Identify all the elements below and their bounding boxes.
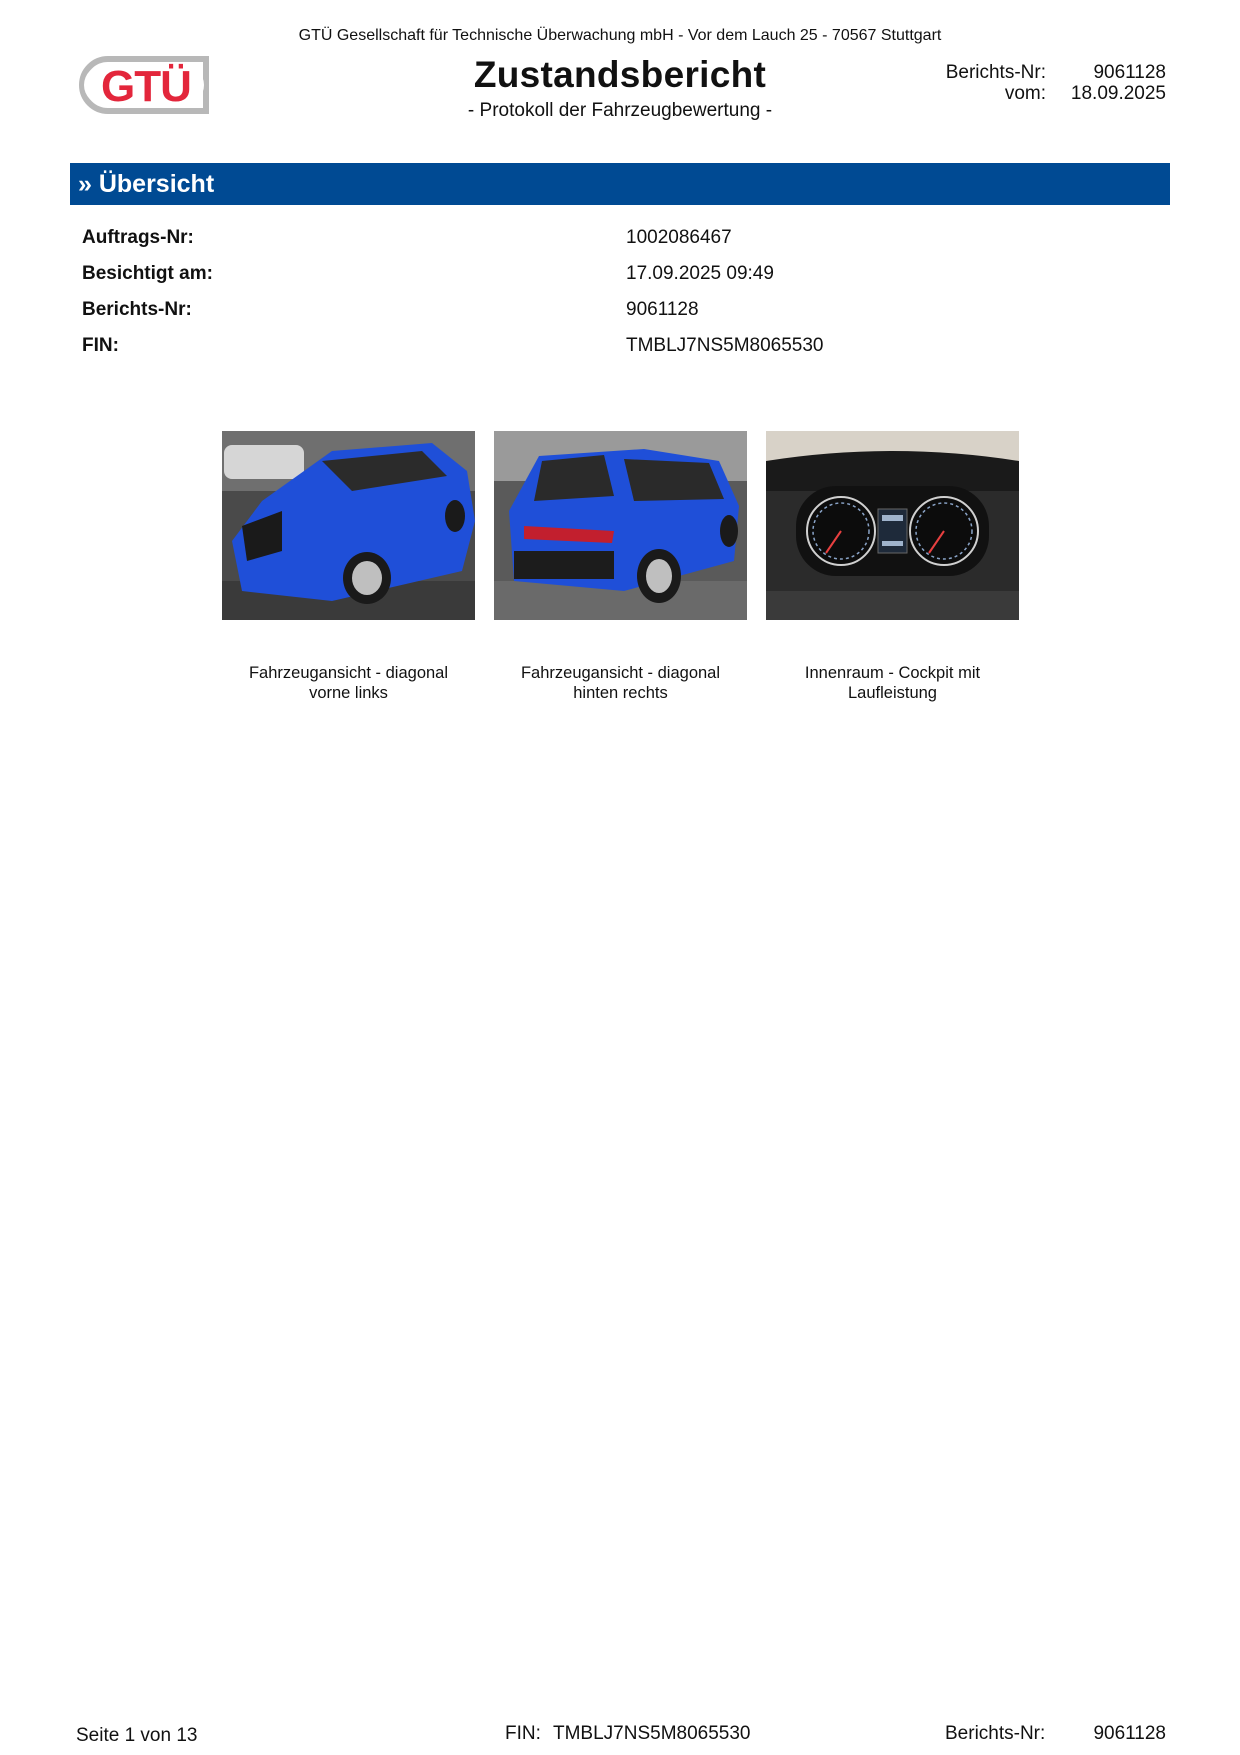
- photo-rear-right[interactable]: [494, 431, 747, 620]
- footer-page-number: Seite 1 von 13: [76, 1725, 198, 1746]
- footer-report-no-label: Berichts-Nr:: [945, 1723, 1046, 1744]
- cockpit-image: [766, 431, 1019, 620]
- caption-line: Fahrzeugansicht - diagonal: [248, 664, 449, 682]
- header-date-value: 18.09.2025: [1070, 83, 1166, 104]
- car-rear-right-image: [494, 431, 747, 620]
- overview-row-fin: [82, 335, 1162, 365]
- caption-line: Laufleistung: [848, 684, 937, 702]
- overview-row-order-no: [82, 227, 1162, 257]
- header-report-no-label: Berichts-Nr:: [945, 62, 1046, 83]
- caption-line: hinten rechts: [573, 684, 668, 702]
- document-subtitle: - Protokoll der Fahrzeugbewertung -: [467, 100, 773, 121]
- overview-label: Auftrags-Nr:: [82, 227, 194, 248]
- overview-row-report-no: [82, 299, 1162, 329]
- photo-caption-rear-right: [494, 663, 747, 703]
- section-header-overview: » Übersicht: [70, 163, 1170, 205]
- photo-cockpit[interactable]: [766, 431, 1019, 620]
- company-address-line: GTÜ Gesellschaft für Technische Überwachung mbH - Vor dem Lauch 25 - 70567 Stuttgart: [298, 27, 942, 44]
- footer-report-no-value: 9061128: [1093, 1723, 1166, 1744]
- caption-line: Innenraum - Cockpit mit: [804, 664, 981, 682]
- overview-label: Berichts-Nr:: [82, 299, 192, 320]
- caption-line: Fahrzeugansicht - diagonal: [520, 664, 721, 682]
- header-report-no-value: 9061128: [1093, 62, 1166, 83]
- overview-label: Besichtigt am:: [82, 263, 213, 284]
- overview-value: 9061128: [626, 299, 699, 320]
- overview-value: TMBLJ7NS5M8065530: [626, 335, 824, 356]
- car-front-left-image: [222, 431, 475, 620]
- footer-fin-value: TMBLJ7NS5M8065530: [553, 1723, 751, 1744]
- overview-value: 1002086467: [626, 227, 732, 248]
- footer-fin-label: FIN:: [505, 1723, 541, 1744]
- logo-lettering: GTÜ: [101, 62, 191, 111]
- overview-label: FIN:: [82, 335, 119, 356]
- header-date-label: vom:: [1004, 83, 1046, 104]
- caption-line: vorne links: [309, 684, 388, 702]
- photo-caption-front-left: [222, 663, 475, 703]
- photo-caption-cockpit: [766, 663, 1019, 703]
- photo-front-left[interactable]: [222, 431, 475, 620]
- document-title: Zustandsbericht: [473, 54, 767, 95]
- overview-row-inspected-at: [82, 263, 1162, 293]
- overview-value: 17.09.2025 09:49: [626, 263, 774, 284]
